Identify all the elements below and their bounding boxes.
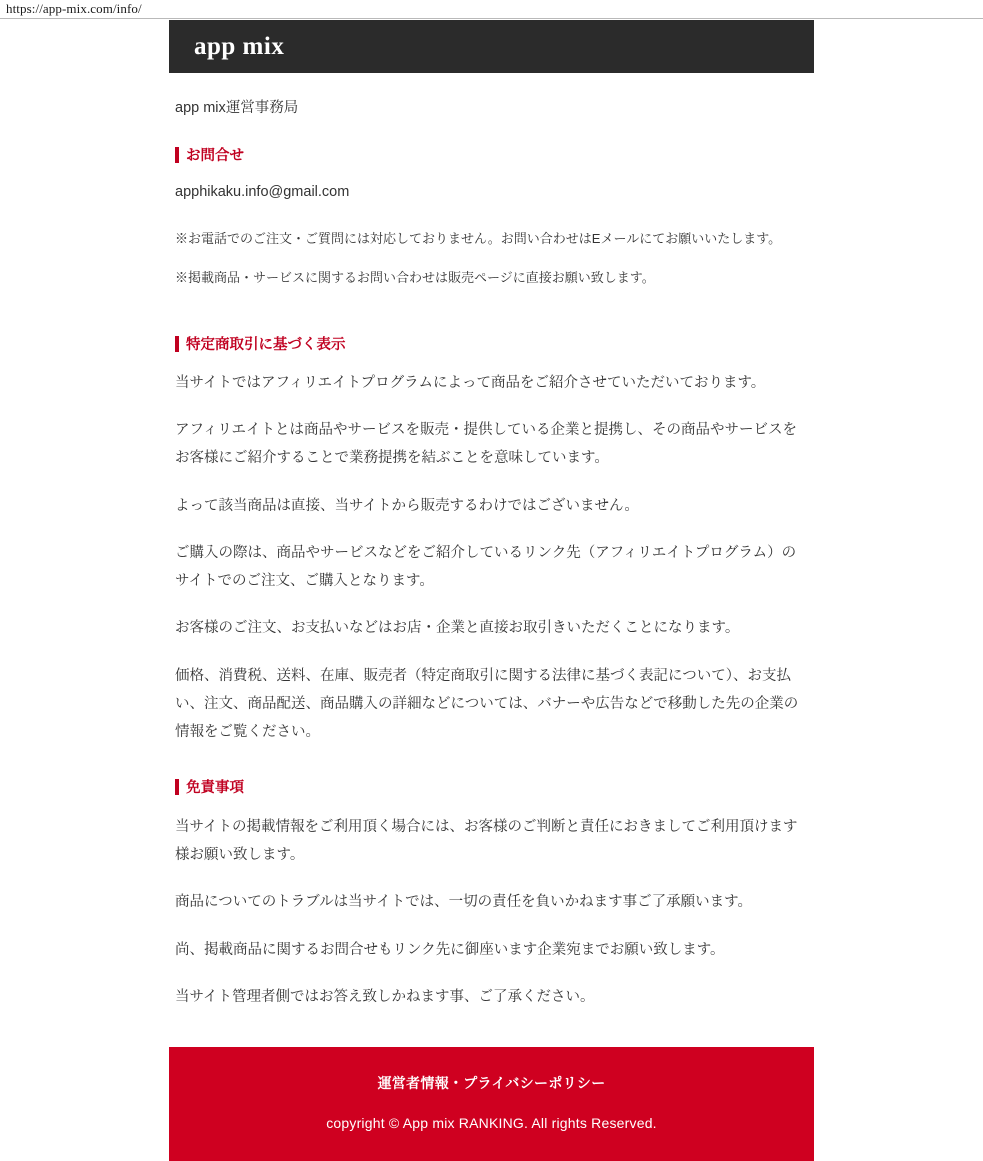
browser-url-bar[interactable] bbox=[0, 0, 983, 19]
disclaimer-paragraph-2: 商品についてのトラブルは当サイトでは、一切の責任を負いかねます事ご了承願います。 bbox=[175, 894, 752, 911]
section-heading-contact: お問合せ bbox=[175, 146, 808, 166]
contact-note-1: ※お電話でのご注文・ご質問には対応しておりません。お問い合わせはEメールにてお願いいたします。 bbox=[175, 231, 782, 247]
section-commercial-transactions bbox=[175, 335, 808, 747]
footer-copyright: copyright © App mix RANKING. All rights Reserved. bbox=[326, 1115, 657, 1132]
site-header bbox=[169, 20, 814, 73]
section-heading-disclaimer: 免責事項 bbox=[175, 778, 808, 798]
footer-link-operator-privacy[interactable]: 運営者情報・プライバシーポリシー bbox=[377, 1075, 606, 1092]
url-text: https://app-mix.com/info/ bbox=[6, 1, 142, 16]
operator-name: app mix運営事務局 bbox=[175, 100, 299, 116]
site-title: app mix bbox=[194, 32, 285, 60]
commercial-paragraph-6: 価格、消費税、送料、在庫、販売者（特定商取引に関する法律に基づく表記について）、お支払い、注文、商品配送、商品購入の詳細などについては、バナーや広告などで移動した先の企業の情報をご覧ください。 bbox=[175, 667, 799, 741]
spacer bbox=[175, 313, 808, 335]
commercial-paragraph-1: 当サイトではアフィリエイトプログラムによって商品をご紹介させていただいております。 bbox=[175, 374, 766, 391]
commercial-paragraph-5: お客様のご注文、お支払いなどはお店・企業と直接お取引きいただくことになります。 bbox=[175, 620, 740, 637]
disclaimer-paragraph-4: 当サイト管理者側ではお答え致しかねます事、ご了承ください。 bbox=[175, 988, 595, 1005]
disclaimer-paragraph-3: 尚、掲載商品に関するお問合せもリンク先に御座います企業宛までお願い致します。 bbox=[175, 941, 725, 958]
section-heading-commercial: 特定商取引に基づく表示 bbox=[175, 335, 808, 355]
site-footer bbox=[169, 1047, 814, 1161]
disclaimer-paragraph-1: 当サイトの掲載情報をご利用頂く場合には、お客様のご判断と責任におきましてご利用頂けます様お願い致します。 bbox=[175, 818, 798, 864]
section-disclaimer bbox=[175, 778, 808, 1011]
commercial-paragraph-4: ご購入の際は、商品やサービスなどをご紹介しているリンク先（アフィリエイトプログラム）のサイトでのご注文、ご購入となります。 bbox=[175, 544, 797, 590]
page-canvas bbox=[0, 20, 983, 1132]
commercial-paragraph-3: よって該当商品は直接、当サイトから販売するわけではございません。 bbox=[175, 497, 639, 514]
section-contact bbox=[175, 146, 808, 290]
contact-email: apphikaku.info@gmail.com bbox=[175, 184, 350, 201]
contact-note-2: ※掲載商品・サービスに関するお問い合わせは販売ページに直接お願い致します。 bbox=[175, 269, 655, 285]
footer-links[interactable] bbox=[169, 1073, 814, 1093]
main-content bbox=[169, 73, 814, 1011]
content-wrapper bbox=[169, 20, 814, 1161]
commercial-paragraph-2: アフィリエイトとは商品やサービスを販売・提供している企業と提携し、その商品やサービスをお客様にご紹介することで業務提携を結ぶことを意味しています。 bbox=[175, 422, 798, 467]
